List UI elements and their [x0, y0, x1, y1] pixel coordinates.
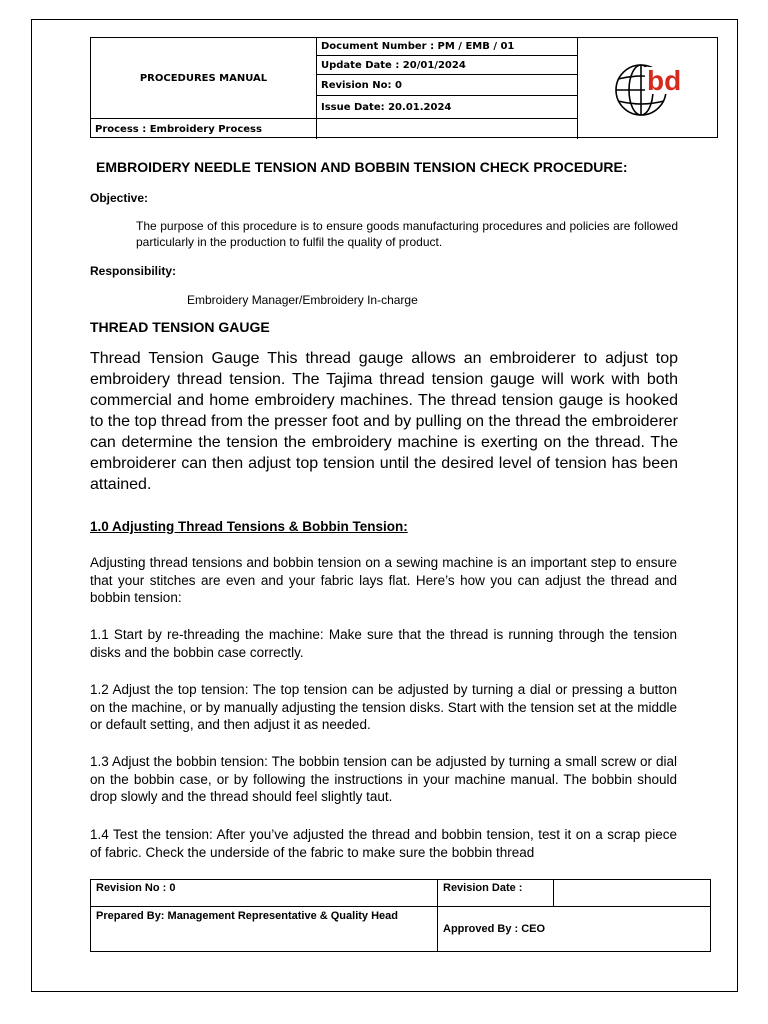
header-table: [90, 37, 718, 138]
update-date: Update Date : 20/01/2024: [321, 59, 466, 71]
update-date-cell: [317, 56, 578, 75]
step-1-2: 1.2 Adjust the top tension: The top tension can be adjusted by turning a dial or pressing a button on the machine, or by manually adjusting the tension disks. Start with the tension set at the middle or default setting, and then adjust it as needed.: [90, 682, 677, 732]
footer-revision-date-value: [554, 880, 710, 907]
process-cell: [91, 119, 317, 139]
objective-text: The purpose of this procedure is to ensure goods manufacturing procedures and policies are followed particularly in the production to fulfil the quality of product.: [136, 219, 678, 249]
section-intro: Adjusting thread tensions and bobbin tension on a sewing machine is an important step to ensure that your stitches are even and your fabric lays flat. Here’s how you can adjust the thread and bobbin tension:: [90, 555, 677, 605]
process-label: Process : Embroidery Process: [95, 123, 262, 135]
revision-no-cell: [317, 75, 578, 96]
footer-prepared-by: Prepared By: Management Representative & Quality Head: [91, 907, 438, 951]
document-number: Document Number : PM / EMB / 01: [321, 41, 515, 52]
footer-revision-no: Revision No : 0: [91, 880, 438, 907]
gauge-title: THREAD TENSION GAUGE: [90, 319, 270, 335]
footer-table: [90, 879, 711, 952]
gauge-text: Thread Tension Gauge This thread gauge allows an embroiderer to adjust top embroidery thread tension. The Tajima thread tension gauge will work with both commercial and home embroidery machines. The thread tension gauge is hooked to the top thread from the presser foot and by pulling on the thread the embroiderer can determine the tension the embroidery machine is exerting on the thread. The embroiderer can then adjust top tension until the desired level of tension has been attained.: [90, 350, 678, 493]
step-1-1: 1.1 Start by re-threading the machine: Make sure that the thread is running through the tension disks and the bobbin case correctly.: [90, 627, 677, 660]
section-heading: 1.0 Adjusting Thread Tensions & Bobbin Tension:: [90, 519, 408, 534]
issue-date: Issue Date: 20.01.2024: [321, 101, 452, 113]
step-1-4: 1.4 Test the tension: After you’ve adjusted the thread and bobbin tension, test it on a scrap piece of fabric. Check the underside of the fabric to make sure the bobbin thread: [90, 827, 677, 860]
manual-title: PROCEDURES MANUAL: [139, 72, 268, 84]
empty-cell: [317, 119, 578, 139]
footer-approved-by: Approved By : CEO: [443, 923, 546, 935]
footer-revision-date-label: Revision Date :: [438, 880, 554, 907]
revision-no: Revision No: 0: [321, 79, 402, 91]
page-title: EMBROIDERY NEEDLE TENSION AND BOBBIN TENSION CHECK PROCEDURE:: [96, 159, 628, 175]
manual-title-cell: [91, 38, 317, 119]
responsibility-text: Embroidery Manager/Embroidery In-charge: [187, 293, 418, 307]
company-logo: [607, 59, 691, 119]
logo-cell: [578, 38, 719, 139]
objective-label: Objective:: [90, 191, 149, 205]
step-1-3: 1.3 Adjust the bobbin tension: The bobbin tension can be adjusted by turning a small screw or dial on the bobbin case, or by following the instructions in your machine manual. The bobbin should drop slowly and the thread should feel slightly taut.: [90, 754, 677, 804]
logo-text: bd: [646, 64, 681, 96]
responsibility-label: Responsibility:: [90, 264, 177, 278]
issue-date-cell: [317, 96, 578, 119]
document-number-cell: [317, 38, 578, 56]
